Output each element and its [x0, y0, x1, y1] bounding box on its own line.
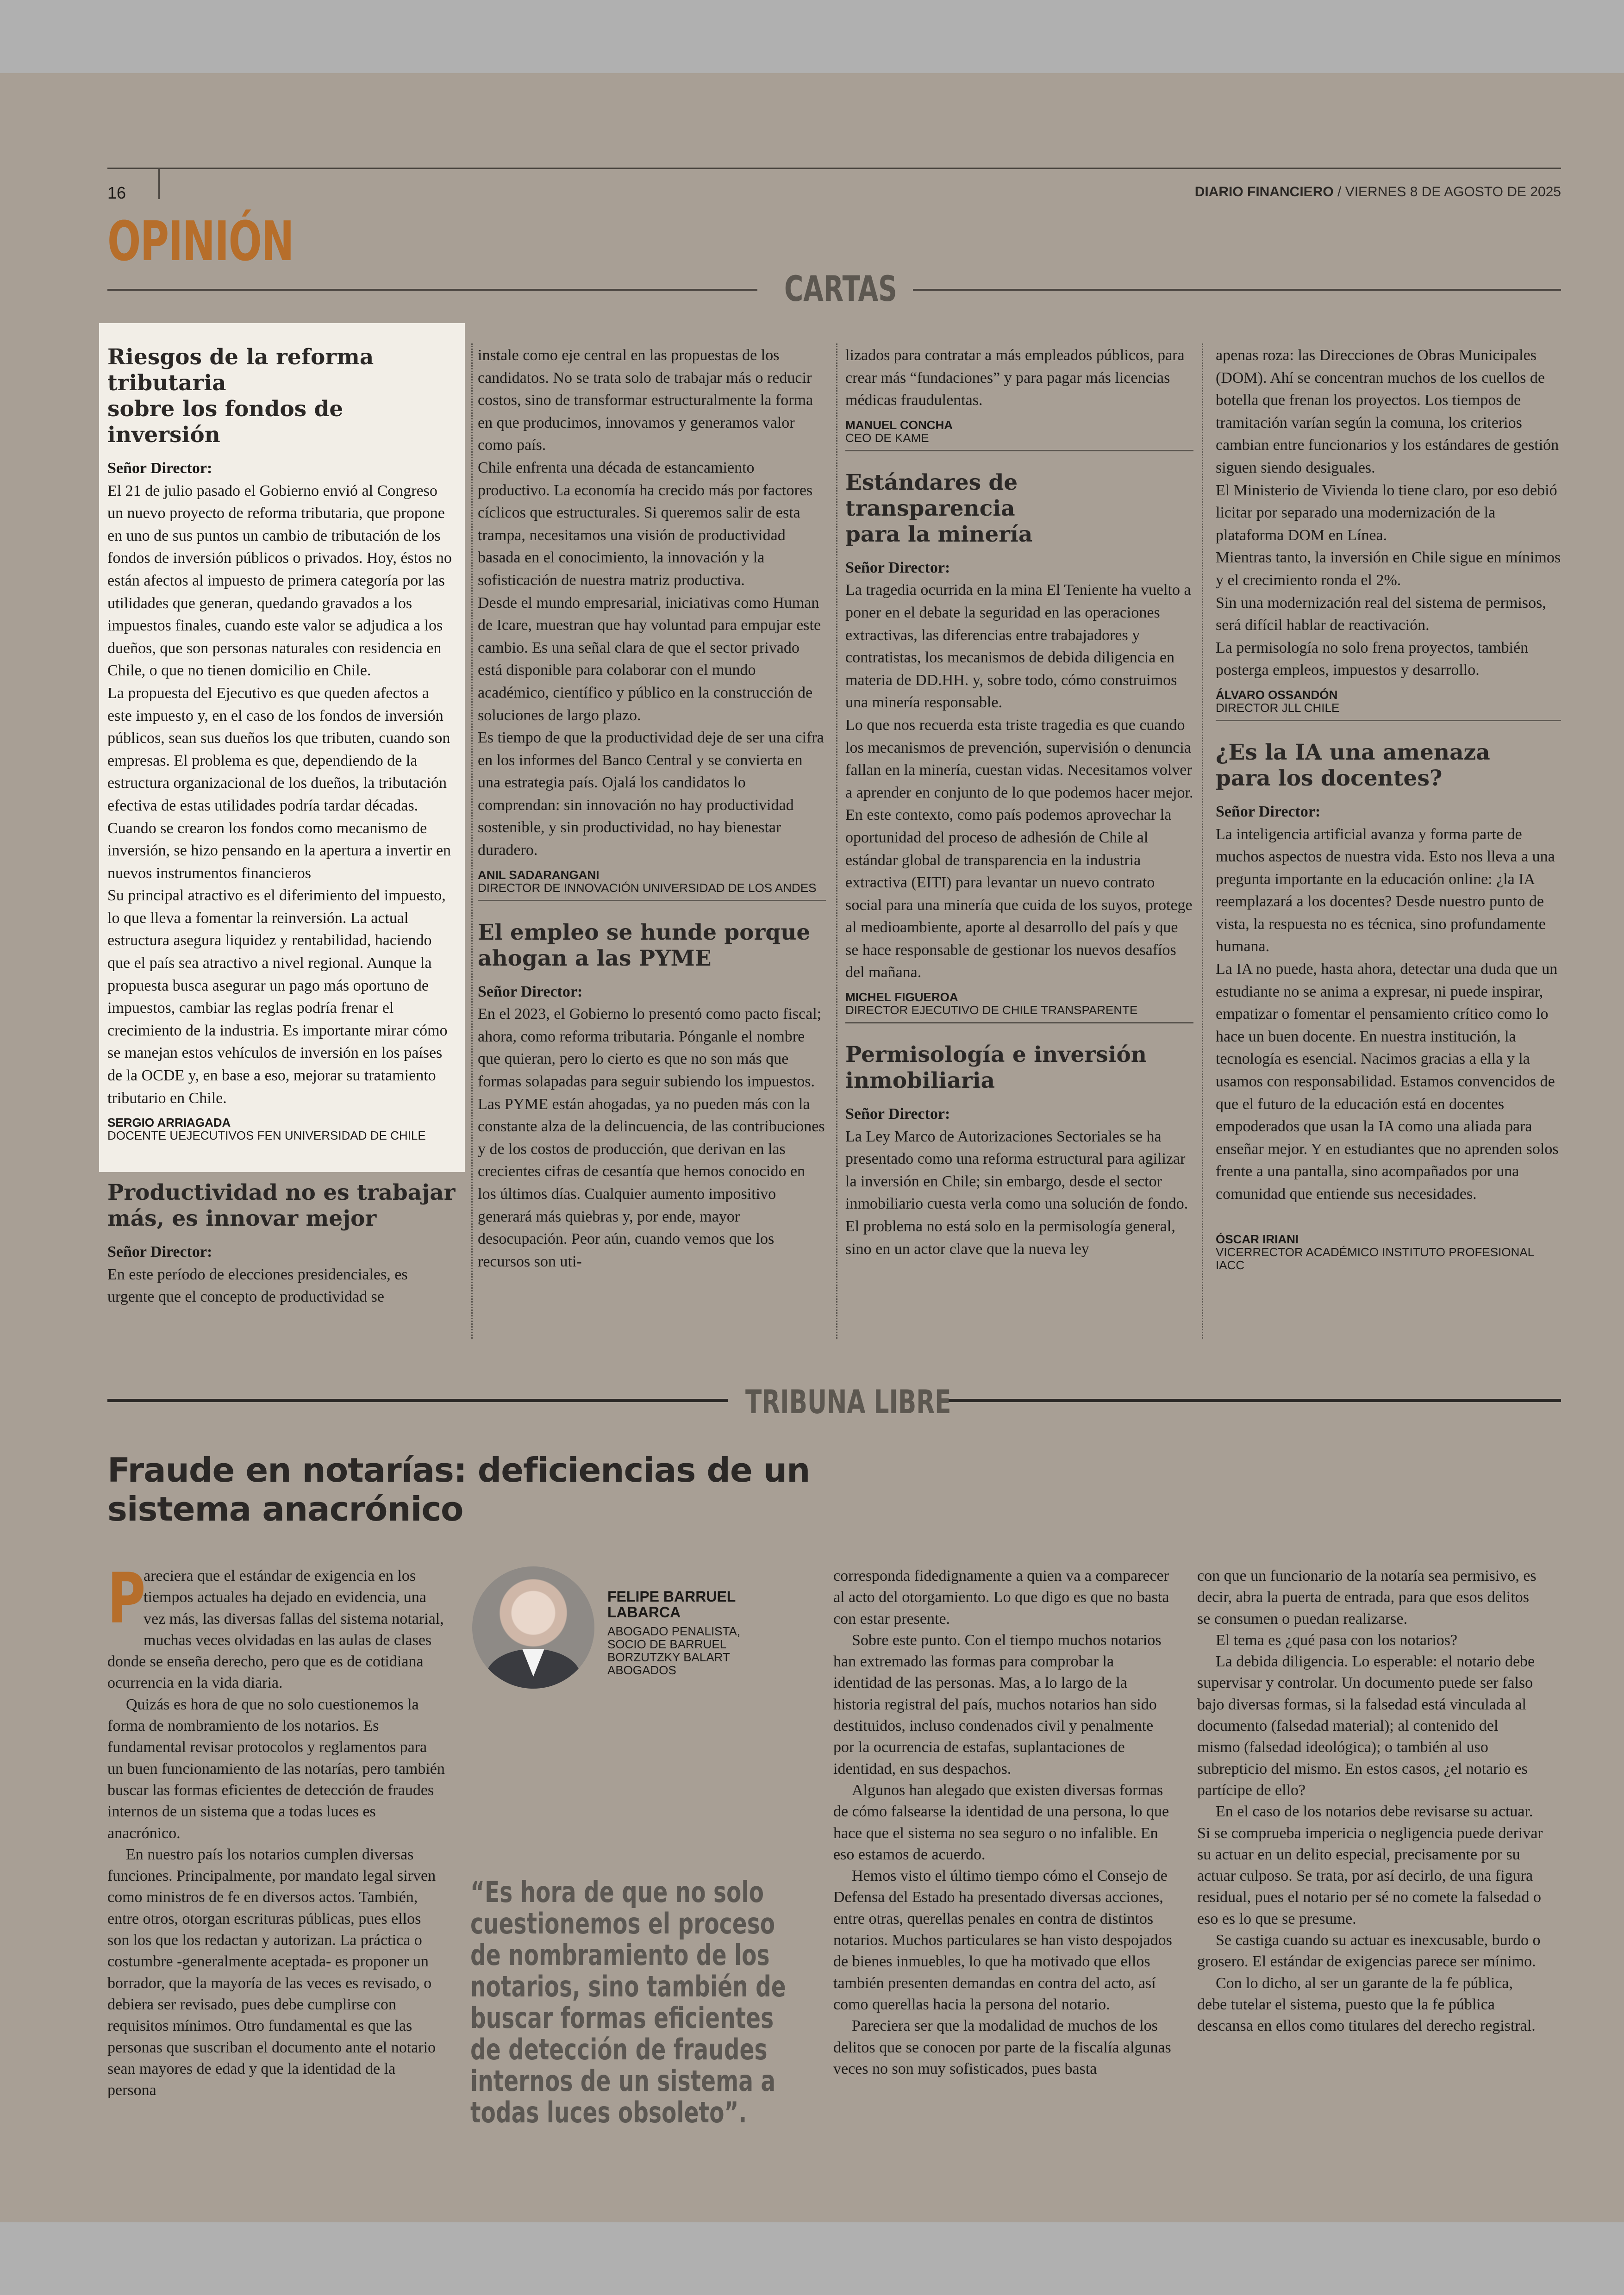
- letter-paragraph: Desde el mundo empresarial, iniciativas como Human de Icare, muestran que hay voluntad para empujar este cambio. Es una señal clara de que el sector privado está disponible para colaborar con el mundo académico, científico y público en la construcción de soluciones de largo plazo.: [478, 594, 821, 724]
- article-paragraph: La debida diligencia. Lo esperable: el notario debe supervisar y controlar. Un documento puede ser falso bajo diversas formas, si la falsedad está vinculada al documento (falsedad material); al contenido del mismo (falsedad ideológica); o también al uso subrepticio del mismo. En estos casos, ¿el notario es partícipe de ello?: [1197, 1653, 1535, 1799]
- letter-signature: ÓSCAR IRIANI VICERRECTOR ACADÉMICO INSTITUTO PROFESIONAL IACC: [1216, 1232, 1534, 1272]
- letter-paragraph: La tragedia ocurrida en la mina El Teniente ha vuelto a poner en el debate la seguridad en las operaciones extractivas, las diferencias entre trabajadores y contratistas, los mecanismos de debida diligencia en materia de DD.HH. y, sobre todo, cómo construimos una minería responsable.: [845, 581, 1191, 711]
- letter-paragraph: La permisología no solo frena proyectos, también posterga empleos, impuestos y desarrollo.: [1216, 639, 1529, 679]
- letter-signature: ÁLVARO OSSANDÓN DIRECTOR JLL CHILE: [1216, 688, 1561, 721]
- letter-signature: SERGIO ARRIAGADA DOCENTE UEJECUTIVOS FEN UNIVERSIDAD DE CHILE: [107, 1116, 426, 1143]
- letter-signature: MICHEL FIGUEROA DIRECTOR EJECUTIVO DE CHILE TRANSPARENTE: [845, 991, 1193, 1023]
- letter-title: El empleo se hunde porque ahogan a las PYME: [478, 919, 811, 971]
- letter-salutation: Señor Director:: [107, 1243, 212, 1261]
- author-portrait-icon: [472, 1566, 594, 1689]
- letter-title: Estándares de transparencia para la minería: [845, 469, 1033, 547]
- letter-column-4: [1216, 344, 1561, 1277]
- letter-paragraph: Su principal atractivo es el diferimiento del impuesto, lo que lleva a fomentar la reinversión. La actual estructura asegura liquidez y rentabilidad, haciendo que el país sea atractivo a nivel regional. Aunque la propuesta busca asegurar un pago más oportuno de impuestos, cambiar las reglas podría frenar el crecimiento de la industria. Es importante mirar cómo se manejan estos vehículos de inversión en los países de la OCDE y, en base a eso, mejorar su tratamiento tributario en Chile.: [107, 887, 448, 1107]
- letter-paragraph: En el 2023, el Gobierno lo presentó como pacto fiscal; ahora, como reforma tributaria. Pónganle el nombre que quieran, pero lo cierto es que no son más que formas solapadas para seguir subiendo los impuestos. Las PYME están ahogadas, ya no pueden más con la constante alza de la delincuencia, de las contribuciones y de los costos de producción, que derivan en las crecientes cifras de cesantía que hemos conocido en los últimos días. Cualquier aumento impositivo generará más quiebras y, por ende, mayor desocupación. Peor aún, cuando vemos que los recursos son uti-: [478, 1005, 825, 1270]
- letter-column-3: [845, 344, 1193, 1260]
- letter-title: ¿Es la IA una amenaza para los docentes?: [1216, 739, 1490, 791]
- letter-paragraph: Cuando se crearon los fondos como mecanismo de inversión, se hizo pensando en la apertura a invertir en nuevos instrumentos financieros: [107, 819, 451, 882]
- letter-paragraph: Mientras tanto, la inversión en Chile sigue en mínimos y el crecimiento ronda el 2%.: [1216, 549, 1561, 589]
- top-rule: [107, 168, 1561, 169]
- letter-paragraph: Chile enfrenta una década de estancamiento productivo. La economía ha crecido más por factores cíclicos que estructurales. Si queremos salir de esta trampa, necesitamos una visión de productividad basada en el conocimiento, la innovación y la sofisticación de nuestra matriz productiva.: [478, 459, 813, 589]
- letter-paragraph: La inteligencia artificial avanza y forma parte de muchos aspectos de nuestra vida. Esto nos lleva a una pregunta importante en la educación online: ¿la IA reemplazará a los docentes? Desde nuestro punto de vista, la respuesta no es técnica, sino profundamente humana.: [1216, 825, 1555, 955]
- article-paragraph: Hemos visto el último tiempo cómo el Consejo de Defensa del Estado ha presentado diversas acciones, entre otras, querellas penales en contra de distintos notarios. Muchos particulares se han visto despojados de bienes inmuebles, lo que ha motivado que ellos también presenten demandas en contra del acto, así como querellas hacia la persona del notario.: [833, 1867, 1172, 2013]
- column-divider: [836, 343, 837, 1339]
- publication-date: / VIERNES 8 DE AGOSTO DE 2025: [1333, 184, 1561, 200]
- letter-signature: MANUEL CONCHA CEO DE KAME: [845, 418, 1193, 451]
- letter-salutation: Señor Director:: [1216, 803, 1321, 820]
- letter-paragraph: En este período de elecciones presidenciales, es urgente que el concepto de productividad se: [107, 1266, 408, 1306]
- letter-paragraph: En este contexto, como país podemos aprovechar la oportunidad del proceso de adhesión de Chile al estándar global de transparencia en la industria extractiva (EITI) para levantar un nuevo contrato social para una minería que cuida de los suyos, protege al medioambiente, aporte al desarrollo del país y que se hace responsable de gestionar los nuevos desafíos del mañana.: [845, 806, 1193, 981]
- letter-signature: ANIL SADARANGANI DIRECTOR DE INNOVACIÓN UNIVERSIDAD DE LOS ANDES: [478, 868, 826, 901]
- letter-title: Permisología e inversión inmobiliaria: [845, 1042, 1147, 1094]
- tribuna-rule-left: [107, 1399, 728, 1402]
- letter-column-1: [107, 344, 456, 1309]
- article-author: [607, 1589, 740, 1677]
- author-role: ABOGADO PENALISTA, SOCIO DE BARRUEL BORZUTZKY BALART ABOGADOS: [607, 1624, 741, 1677]
- article-paragraph: Sobre este punto. Con el tiempo muchos notarios han extremado las formas para comprobar la identidad de las personas. Mas, a lo largo de la historia registral del país, muchos notarios han sido destituidos, incluso condenados civil y penalmente por la ocurrencia de estafas, suplantaciones de identidad, en sus despachos.: [833, 1631, 1162, 1777]
- drop-cap: P: [107, 1559, 146, 1639]
- article-title: Fraude en notarías: deficiencias de un sistema anacrónico: [107, 1451, 810, 1528]
- cartas-rule-left: [107, 289, 757, 291]
- pull-quote: “Es hora de que no solo cuestionemos el proceso de nombramiento de los notarios, sino también de buscar formas eficientes de detección de fraudes internos de un sistema a todas luces obsoleto”.: [470, 1875, 786, 2129]
- letter-salutation: Señor Director:: [478, 983, 583, 1000]
- column-divider: [1202, 343, 1203, 1339]
- letter-paragraph: La IA no puede, hasta ahora, detectar una duda que un estudiante no se anima a expresar, ni puede inspirar, empatizar o fomentar el pensamiento crítico como lo hace un buen docente. En nuestra institución, la tecnología es esencial. Nacimos gracias a ella y la usamos con responsabilidad. Estamos convencidos de que el futuro de la educación está en docentes empoderados que usan la IA como una aliada para enseñar mejor. Y en estudiantes que no aprenden solos frente a una pantalla, sino acompañados por una comunidad que entiende sus necesidades.: [1216, 960, 1559, 1203]
- letter-paragraph: Lo que nos recuerda esta triste tragedia es que cuando los mecanismos de prevención, supervisión o denuncia fallan en la minería, cuestan vidas. Necesitamos volver a aprender en conjunto de lo que podemos hacer mejor.: [845, 716, 1193, 801]
- letter-paragraph: lizados para contratar a más empleados públicos, para crear más “fundaciones” y para pagar más licencias médicas fraudulentas.: [845, 347, 1185, 409]
- article-paragraph: Quizás es hora de que no solo cuestionemos la forma de nombramiento de los notarios. Es fundamental revisar protocolos y reglamentos para un buen funcionamiento de las notarías, pero también buscar las formas eficientes de detección de fraudes internos de un sistema que a todas luces es anacrónico.: [107, 1696, 445, 1842]
- publication-name: DIARIO FINANCIERO: [1194, 184, 1334, 200]
- letter-salutation: Señor Director:: [107, 460, 212, 477]
- article-paragraph: En nuestro país los notarios cumplen diversas funciones. Principalmente, por mandato legal sirven como ministros de fe en diversos actos. También, entre otros, otorgan escrituras públicas, pues ellos son los que los redactan y autorizan. La práctica o costumbre -generalmente aceptada- es proponer un borrador, que la mayoría de las veces es revisado, o debiera ser revisado, pues debe cumplirse con requisitos mínimos. Otro fundamental es que las personas que suscriban el documento ante el notario sean mayores de edad y que la identidad de la persona: [107, 1846, 436, 2099]
- article-paragraph: corresponda fidedignamente a quien va a comparecer al acto del otorgamiento. Lo que digo es que no basta con estar presente.: [833, 1567, 1169, 1628]
- cartas-heading: CARTAS: [784, 268, 897, 309]
- article-paragraph: El tema es ¿qué pasa con los notarios?: [1216, 1631, 1458, 1649]
- author-name: FELIPE BARRUEL LABARCA: [607, 1588, 736, 1621]
- letter-salutation: Señor Director:: [845, 559, 950, 576]
- letter-paragraph: El Ministerio de Vivienda lo tiene claro, por eso debió licitar por separado una modernización de la plataforma DOM en Línea.: [1216, 481, 1557, 544]
- letter-column-2: [478, 344, 826, 1273]
- tribuna-heading: TRIBUNA LIBRE: [745, 1383, 951, 1421]
- article-paragraph: Algunos han alegado que existen diversas formas de cómo falsearse la identidad de una persona, lo que hace que el sistema no sea seguro o no infalible. En eso estamos de acuerdo.: [833, 1781, 1169, 1863]
- letter-title: Riesgos de la reforma tributaria sobre los fondos de inversión: [107, 344, 374, 448]
- letter-paragraph: El problema no está solo en la permisología general, sino en un actor clave que la nueva ley: [845, 1218, 1175, 1258]
- article-column-1: [107, 1559, 445, 2101]
- letter-paragraph: El 21 de julio pasado el Gobierno envió al Congreso un nuevo proyecto de reforma tributaria, que propone en uno de sus puntos un cambio de tributación de los fondos de inversión públicos o privados. Hoy, éstos no están afectos al impuesto de primera categoría por las utilidades que generan, quedando gravados a los impuestos finales, cuando este valor se adjudica a los dueños, que son personas naturales con residencia en Chile, o que no tienen domicilio en Chile.: [107, 482, 452, 680]
- article-paragraph: En el caso de los notarios debe revisarse su actuar. Si se comprueba impericia o negligencia puede derivar su actuar en un delito especial, precisamente por su actuar culposo. Se trata, por así decirlo, de una figura residual, pues el notario per sé no comete la falsedad o eso es lo que se presume.: [1197, 1803, 1543, 1927]
- letter-title: Productividad no es trabajar más, es innovar mejor: [107, 1180, 456, 1232]
- article-paragraph: Con lo dicho, al ser un garante de la fe pública, debe tutelar el sistema, puesto que la fe pública descansa en ellos como titulares del derecho registral.: [1197, 1974, 1536, 2035]
- article-paragraph: areciera que el estándar de exigencia en los tiempos actuales ha dejado en evidencia, una vez más, las diversas fallas del sistema notarial, muchas veces olvidadas en las aulas de clases donde se enseña derecho, pero que es de cotidiana ocurrencia en la vida diaria.: [107, 1567, 444, 1692]
- column-divider: [471, 343, 473, 1339]
- article-paragraph: Se castiga cuando su actuar es inexcusable, burdo o grosero. El estándar de exigencias parece ser mínimo.: [1197, 1932, 1541, 1971]
- letter-paragraph: apenas roza: las Direcciones de Obras Municipales (DOM). Ahí se concentran muchos de los cuellos de botella que frenan los proyectos. Los tiempos de tramitación varían según la comuna, los criterios cambian entre funcionarios y los estándares de gestión siguen siendo desiguales.: [1216, 347, 1559, 476]
- tribuna-rule-right: [940, 1399, 1561, 1402]
- cartas-rule-right: [913, 289, 1561, 291]
- page-number: 16: [107, 183, 126, 202]
- article-paragraph: Pareciera ser que la modalidad de muchos de los delitos que se conocen por parte de la fiscalía algunas veces no son muy sofisticados, pues basta: [833, 2017, 1171, 2077]
- masthead: [1195, 184, 1561, 200]
- letter-paragraph: instale como eje central en las propuestas de los candidatos. No se trata solo de trabajar más o reducir costos, sino de transformar estructuralmente la forma en que producimos, innovamos y generamos valor como país.: [478, 347, 813, 454]
- letter-paragraph: La propuesta del Ejecutivo es que queden afectos a este impuesto y, en el caso de los fondos de inversión públicos, sean sus dueños los que tributen, cuando son empresas. El problema es que, dependiendo de la estructura organizacional de los dueños, la tributación efectiva de estas utilidades podría tardar décadas.: [107, 684, 450, 814]
- article-column-4: [1197, 1565, 1544, 2037]
- letter-salutation: Señor Director:: [845, 1105, 950, 1123]
- article-paragraph: con que un funcionario de la notaría sea permisivo, es decir, abra la puerta de entrada, para que esos delitos se consumen o puedan realizarse.: [1197, 1567, 1537, 1628]
- letter-paragraph: La Ley Marco de Autorizaciones Sectoriales se ha presentado como una reforma estructural para agilizar la inversión en Chile; sin embargo, desde el sector inmobiliario cuesta verla como una solución de fondo.: [845, 1128, 1188, 1213]
- section-title: OPINIÓN: [107, 209, 294, 273]
- letter-paragraph: Sin una modernización real del sistema de permisos, será difícil hablar de reactivación.: [1216, 594, 1546, 634]
- letter-paragraph: Es tiempo de que la productividad deje de ser una cifra en los informes del Banco Central y se convierta en una estrategia país. Ojalá los candidatos lo comprendan: sin innovación no hay productividad sostenible, y sin productividad, no hay bienestar duradero.: [478, 729, 824, 859]
- article-column-3: [833, 1565, 1176, 2080]
- page-number-divider: [158, 168, 160, 199]
